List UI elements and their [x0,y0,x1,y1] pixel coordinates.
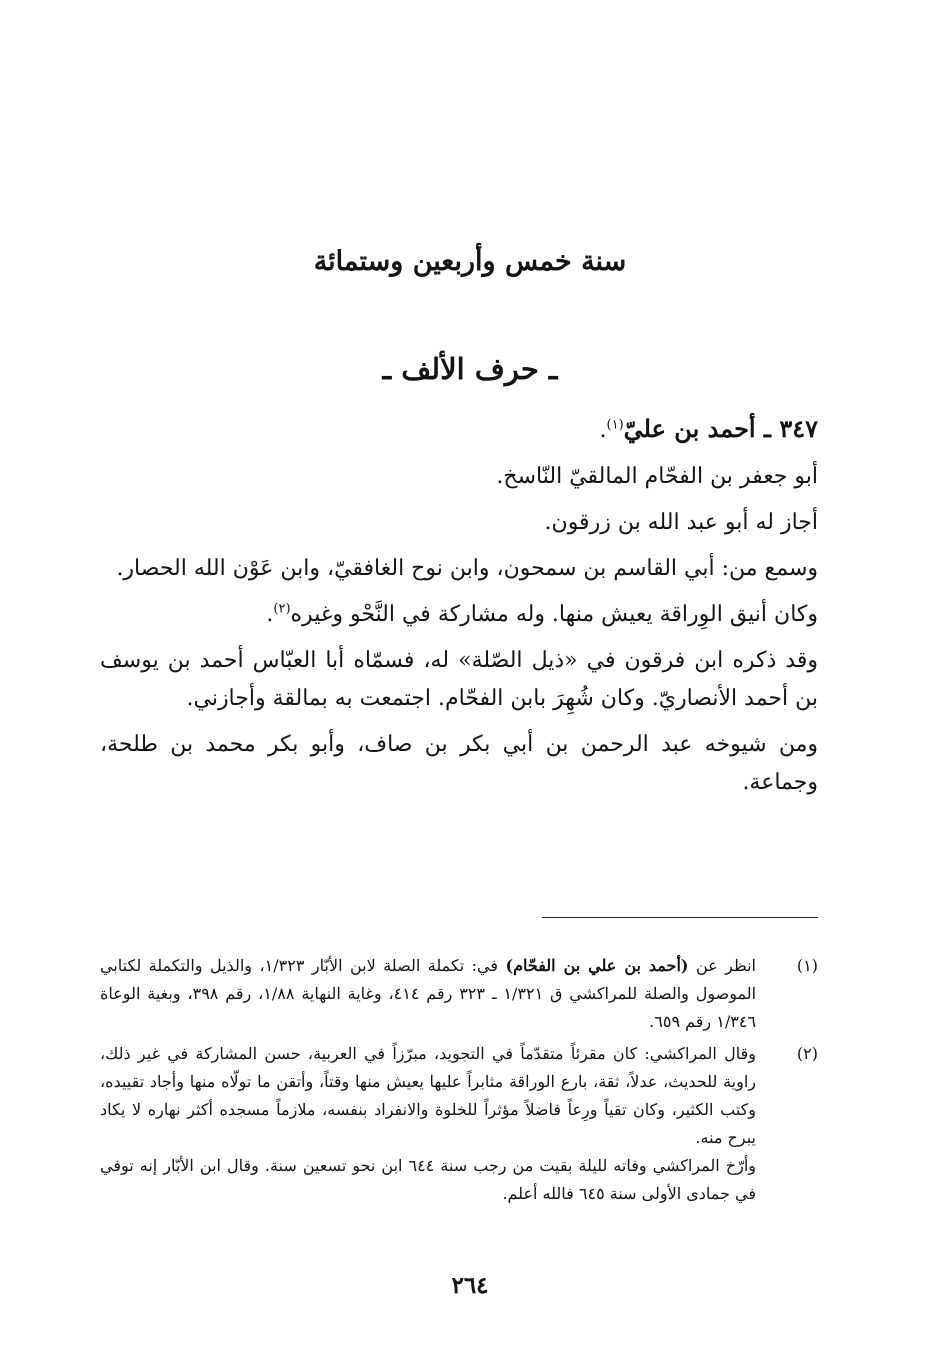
footnote-1 [100,952,818,1036]
footnote-intro: انظر عن [695,956,757,975]
paragraph-wiraqa-end: . [266,602,274,627]
footnote-ref-2[interactable]: (٢) [273,601,291,617]
paragraph-wiraqa [100,596,818,634]
year-heading: سنة خمس وأربعين وستمائة [313,246,627,277]
footnotes [100,952,818,1212]
footnote-paragraph: وقال المراكشي: كان مقرئاً متقدّماً في التجويد، مبرّزاً في العربية، حسن المشاركة في غير ذلك، راوية للحديث، عدلاً، ثقة، بارع الوراقة مثابراً عليها يعيش منها وقتاً، وأتقن ما تولّاه منها وأجاد تقييده، وكتب الكثير، وكان تقياً ورِعاً فاضلاً مؤثراً للخلوة والانفراد بنفسه، ملازماً مسجده أكثر نهاره لا يكاد يبرح منه. [100,1044,756,1147]
footnote-2 [100,1040,818,1208]
paragraph-shuyukh: ومن شيوخه عبد الرحمن بن أبي بكر بن صاف، وأبو بكر محمد بن طلحة، وجماعة. [100,732,818,795]
footnote-number: (١) [796,956,818,975]
entry-title: ٣٤٧ ـ أحمد بن عليّ [623,414,818,443]
paragraph-ibn-farqun: وقد ذكره ابن فرقون في «ذيل الصّلة» له، فسمّاه أبا العبّاس أحمد بن يوسف بن أحمد الأنصاريّ. وكان شُهِرَ بابن الفحّام. اجتمعت به بمالقة وأجازني. [100,648,818,711]
main-text [100,410,818,810]
footnote-ref-1[interactable]: (١) [606,417,624,433]
letter-section-heading: ـ حرف الألف ـ [382,352,558,386]
footnote-text [100,952,756,1036]
paragraph-wiraqa-text: وكان أنيق الوِراقة يعيش منها. وله مشاركة في النَّحْو وغيره [290,602,818,627]
footnote-divider [542,917,818,918]
footnote-sources: في: تكملة الصلة لابن الأبّار ١/٣٢٣، والذيل والتكملة لكتابي الموصول والصلة للمراكشي ق ١/٣٢١ ـ ٣٢٣ رقم ٤١٤، وغاية النهاية ١/٨٨، رقم ٣٩٨، وبغية الوعاة ١/٣٤٦ رقم ٦٥٩. [100,956,757,1031]
footnote-subject: (أحمد بن علي بن الفحّام) [505,956,689,975]
paragraph-sama: وسمع من: أبي القاسم بن سمحون، وابن نوح الغافقيّ، وابن عَوْن الله الحصار. [116,556,818,581]
paragraph-ijaza: أجاز له أبو عبد الله بن زرقون. [544,510,818,535]
paragraph-nisba: أبو جعفر بن الفحّام المالقيّ النّاسخ. [496,464,818,489]
entry-heading [100,410,818,450]
footnote-number: (٢) [796,1044,818,1063]
entry-title-end: . [599,418,607,443]
page-number: ٢٦٤ [451,1272,489,1299]
footnote-paragraph: وأرّخ المراكشي وفاته لليلة بقيت من رجب سنة ٦٤٤ ابن نحو تسعين سنة. وقال ابن الأبّار إنه توفي في جمادى الأولى سنة ٦٤٥ فالله أعلم. [100,1156,756,1203]
footnote-text [100,1040,756,1208]
